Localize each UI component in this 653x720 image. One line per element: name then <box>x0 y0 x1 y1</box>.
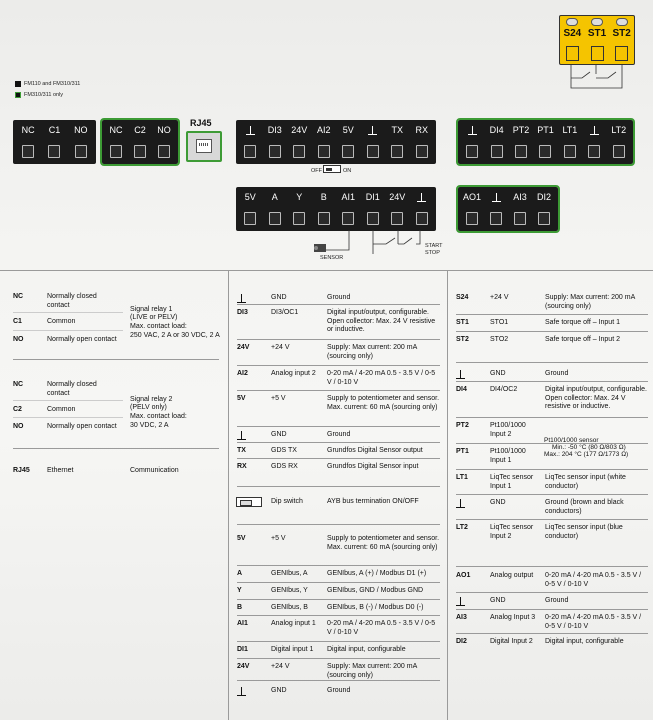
pin-desc: Common <box>47 406 76 413</box>
pin-term: DI2 <box>456 638 467 645</box>
pin-term: S24 <box>456 294 469 301</box>
relay1-title: Signal relay 1 <box>130 306 173 313</box>
screw-icon <box>616 18 628 26</box>
pin-name: GENIbus, Y <box>271 587 308 594</box>
ground-icon <box>417 193 426 202</box>
pin-desc: Grundfos Digital Sensor output <box>327 447 423 454</box>
pin-term <box>237 431 246 441</box>
pin-name: +24 V <box>490 294 509 301</box>
terminal-label-lt1: LT1 <box>562 125 578 135</box>
sto-terminal-block <box>559 15 635 65</box>
pin-term: ST2 <box>456 336 469 343</box>
pin-desc: Common <box>47 318 76 325</box>
terminal-label-ai1: AI1 <box>341 192 355 202</box>
sto-wiring-icon <box>560 64 640 94</box>
green-square-icon <box>15 92 21 98</box>
sto-label-st1: ST1 <box>587 28 607 39</box>
terminal-label-ai3: AI3 <box>513 192 527 202</box>
pin-desc: GENIbus, A (+) / Modbus D1 (+) <box>327 570 427 577</box>
relay1-terminal-block <box>13 120 96 164</box>
pin-term: A <box>237 570 243 577</box>
pin-name: GND <box>490 499 506 506</box>
pin-desc: AYB bus termination ON/OFF <box>327 498 419 505</box>
ground-icon <box>456 370 465 379</box>
pin-term: AI3 <box>456 614 467 621</box>
right-bottom-terminal-block <box>458 187 558 231</box>
pin-term: 24V <box>237 344 250 351</box>
pin-desc: Normally open contact <box>47 423 117 430</box>
terminal-label-gnd <box>361 120 386 140</box>
column-divider <box>447 270 448 720</box>
start-label: START <box>425 243 443 249</box>
pin-name: DI3/OC1 <box>271 309 299 316</box>
pin-name: Analog output <box>490 572 534 579</box>
relay1-label-no: NO <box>74 125 88 135</box>
pin-name: LiqTec sensor Input 1 <box>490 474 534 490</box>
terminal-label-di3: DI3 <box>267 125 282 135</box>
column-divider <box>228 270 229 720</box>
pin-desc: Supply: Max current: 200 mA (sourcing only) <box>327 344 417 360</box>
terminal-label-lt2: LT2 <box>611 125 627 135</box>
ground-icon <box>468 126 477 135</box>
terminal-label-pt1: PT1 <box>537 125 554 135</box>
pin-desc: GENIbus, GND / Modbus GND <box>327 587 424 594</box>
pin-term: NO <box>13 423 24 430</box>
terminal-label-pt2: PT2 <box>512 125 530 135</box>
dip-off-label: OFF <box>311 168 322 174</box>
rj45-function: Communication <box>130 467 179 474</box>
pin-name: GND <box>490 597 506 604</box>
pin-desc: 0-20 mA / 4-20 mA 0.5 - 3.5 V / 0-5 V / 0-10 V <box>327 370 436 386</box>
pin-name: Digital Input 2 <box>490 638 533 645</box>
relay2-label-no: NO <box>157 125 171 135</box>
ground-icon <box>237 687 246 696</box>
ground-icon <box>492 193 501 202</box>
pin-name: STO2 <box>490 336 509 343</box>
right-top-terminal-block <box>458 120 633 164</box>
pin-name: +5 V <box>271 535 286 542</box>
pin-name: +24 V <box>271 344 290 351</box>
pin-term: TX <box>237 447 246 454</box>
terminal-label-5v: 5V <box>342 125 354 135</box>
black-square-icon <box>15 81 21 87</box>
pin-name: Analog Input 3 <box>490 614 536 621</box>
rj45-port-icon <box>186 131 222 162</box>
dip-on-label: ON <box>343 168 352 174</box>
ground-icon <box>368 126 377 135</box>
pin-term <box>456 370 465 380</box>
screw-icon <box>566 18 578 26</box>
pin-desc: Supply to potentiometer and sensor. Max. current: 60 mA (sourcing only) <box>327 535 440 551</box>
terminal-icon <box>591 46 604 61</box>
relay1-label-c1: C1 <box>48 125 61 135</box>
pin-term: ST1 <box>456 319 469 326</box>
section-divider <box>0 270 653 271</box>
pin-desc: Safe torque off – Input 2 <box>545 336 620 343</box>
pin-desc: Grundfos Digital Sensor input <box>327 463 419 470</box>
pin-desc: Safe torque off – Input 1 <box>545 319 620 326</box>
pin-desc: Ethernet <box>47 467 74 474</box>
relay1-load-label: Max. contact load: <box>130 323 187 330</box>
terminal-label-gnd <box>582 120 606 140</box>
pin-desc: 0-20 mA / 4-20 mA 0.5 - 3.5 V / 0-5 V / 0-10 V <box>545 572 642 588</box>
pin-name: LiqTec sensor Input 2 <box>490 524 534 540</box>
pin-term: DI4 <box>456 386 467 393</box>
ground-icon <box>590 126 599 135</box>
pin-term: AO1 <box>456 572 471 579</box>
terminal-label-24v: 24V <box>389 192 406 202</box>
relay2-label-c2: C2 <box>134 125 146 135</box>
pt-sensor-title: Pt100/1000 sensor <box>544 437 599 444</box>
terminal-label-b: B <box>320 192 327 202</box>
relay1-label-nc: NC <box>21 125 35 135</box>
pin-desc: Ground <box>327 431 351 438</box>
pin-term: 5V <box>237 395 246 402</box>
terminal-label-di1: DI1 <box>365 192 380 202</box>
pin-desc: Supply to potentiometer and sensor. Max. current: 60 mA (sourcing only) <box>327 395 440 411</box>
pin-desc: Normally open contact <box>47 336 117 343</box>
pin-desc: LiqTec sensor input (blue conductor) <box>545 524 623 540</box>
bottom-middle-terminal-block <box>236 187 436 231</box>
terminal-icon <box>615 46 628 61</box>
terminal-label-di2: DI2 <box>536 192 551 202</box>
pin-name: DI4/OC2 <box>490 386 518 393</box>
sto-label-st2: ST2 <box>612 28 631 39</box>
pin-desc: Ground <box>327 687 351 694</box>
relay1-load: 250 VAC, 2 A or 30 VDC, 2 A <box>130 332 220 339</box>
rj45-label: RJ45 <box>190 118 212 128</box>
pin-name: STO1 <box>490 319 509 326</box>
pt-sensor-min: Min.: -50 °C (80 Ω/803 Ω) <box>552 444 626 451</box>
pin-term: DI1 <box>237 646 248 653</box>
pin-name: +24 V <box>271 663 290 670</box>
terminal-label-rx: RX <box>415 125 428 135</box>
pin-desc: 0-20 mA / 4-20 mA 0.5 - 3.5 V / 0-5 V / 0-10 V <box>545 614 642 630</box>
pin-desc: LiqTec sensor input (white conductor) <box>545 474 626 490</box>
pin-desc: Ground <box>327 294 351 301</box>
pin-desc: Ground <box>545 597 569 604</box>
terminal-label-a: A <box>271 192 278 202</box>
ground-icon <box>237 294 246 303</box>
pin-term: NC <box>13 293 24 300</box>
pin-desc: Normally closed contact <box>47 381 97 397</box>
pin-desc: Normally closed contact <box>47 293 97 309</box>
relay2-title: Signal relay 2 <box>130 396 173 403</box>
pin-term: RJ45 <box>13 467 30 474</box>
pin-desc: Supply: Max current: 200 mA (sourcing only) <box>545 294 635 310</box>
terminal-label-gnd <box>484 187 508 207</box>
pin-name: Analog input 1 <box>271 620 316 627</box>
pin-term: PT2 <box>456 422 469 429</box>
pin-term: DI3 <box>237 309 248 316</box>
pin-term: RX <box>237 463 247 470</box>
relay2-terminal-block <box>102 120 178 164</box>
pin-term: AI2 <box>237 370 248 377</box>
pin-name: GND <box>271 431 287 438</box>
pin-term: Y <box>237 587 242 594</box>
stop-label: STOP <box>425 250 440 256</box>
pin-term: 24V <box>237 663 250 670</box>
terminal-label-gnd <box>410 187 435 207</box>
pin-term: LT2 <box>456 524 468 531</box>
pin-term: NC <box>13 381 24 388</box>
pin-desc: GENIbus, B (-) / Modbus D0 (-) <box>327 604 424 611</box>
terminal-label-di4: DI4 <box>489 125 504 135</box>
pt-sensor-max: Max.: 204 °C (177 Ω/1773 Ω) <box>544 451 629 458</box>
dip-switch-icon <box>323 165 341 173</box>
pin-term: C1 <box>13 318 22 325</box>
ground-icon <box>456 499 465 508</box>
terminal-label-gnd <box>460 120 484 140</box>
pin-name: GENIbus, B <box>271 604 308 611</box>
terminal-label-24v: 24V <box>291 125 308 135</box>
screw-icon <box>591 18 603 26</box>
sto-label-s24: S24 <box>563 28 582 39</box>
pin-name: GND <box>271 687 287 694</box>
pin-name: GND <box>490 370 506 377</box>
pin-name: GDS TX <box>271 447 297 454</box>
pin-name: Dip switch <box>271 498 303 505</box>
pin-term: B <box>237 604 243 611</box>
pin-name: Pt100/1000 Input 2 <box>490 422 526 438</box>
relay2-load-label: Max. contact load: <box>130 413 187 420</box>
pin-name: +5 V <box>271 395 286 402</box>
pin-desc: Digital input, configurable <box>327 646 406 653</box>
pin-term: C2 <box>13 406 22 413</box>
pin-desc: Digital input, configurable <box>545 638 624 645</box>
pin-term <box>456 499 465 509</box>
relay1-type: (LIVE or PELV) <box>130 314 178 321</box>
pin-desc: Supply: Max current: 200 mA (sourcing only) <box>327 663 417 679</box>
pin-name: Pt100/1000 Input 1 <box>490 448 526 464</box>
ground-icon <box>246 126 255 135</box>
pin-term: AI1 <box>237 620 248 627</box>
pin-desc: 0-20 mA / 4-20 mA 0.5 - 3.5 V / 0-5 V / 0-10 V <box>327 620 436 636</box>
terminal-label-gnd <box>238 120 263 140</box>
pin-desc: Digital input/output, configurable. Open collector: Max. 24 V resistive or inductive. <box>327 309 436 333</box>
pin-term: 5V <box>237 535 246 542</box>
pin-term: NO <box>13 336 24 343</box>
ground-icon <box>237 431 246 440</box>
terminal-label-ao1: AO1 <box>462 192 481 202</box>
pin-desc: Digital input/output, configurable. Open collector: Max. 24 V resistive or inductive. <box>545 386 647 410</box>
terminal-label-y: Y <box>296 192 303 202</box>
pin-name: GND <box>271 294 287 301</box>
terminal-label-ai2: AI2 <box>316 125 331 135</box>
pin-name: Digital input 1 <box>271 646 314 653</box>
dip-switch-icon <box>236 497 262 507</box>
terminal-icon <box>566 46 579 61</box>
ground-icon <box>456 597 465 606</box>
relay2-load: 30 VDC, 2 A <box>130 422 169 429</box>
terminal-label-tx: TX <box>391 125 403 135</box>
pin-name: GENIbus, A <box>271 570 308 577</box>
pin-name: Analog input 2 <box>271 370 316 377</box>
pin-desc: Ground <box>545 370 569 377</box>
terminal-label-5v: 5V <box>244 192 256 202</box>
top-middle-terminal-block <box>236 120 436 164</box>
sensor-label: SENSOR <box>320 255 344 261</box>
pin-term: LT1 <box>456 474 468 481</box>
pin-term <box>237 294 246 304</box>
legend-item-standard: FM110 and FM310/311 <box>15 81 80 87</box>
pin-term <box>237 687 246 697</box>
pin-term: PT1 <box>456 448 469 455</box>
pin-name: GDS RX <box>271 463 298 470</box>
pin-term <box>456 597 465 607</box>
relay2-type: (PELV only) <box>130 404 167 411</box>
legend-item-green: FM310/311 only <box>15 92 63 98</box>
pin-desc: Ground (brown and black conductors) <box>545 499 624 515</box>
relay2-label-nc: NC <box>109 125 123 135</box>
